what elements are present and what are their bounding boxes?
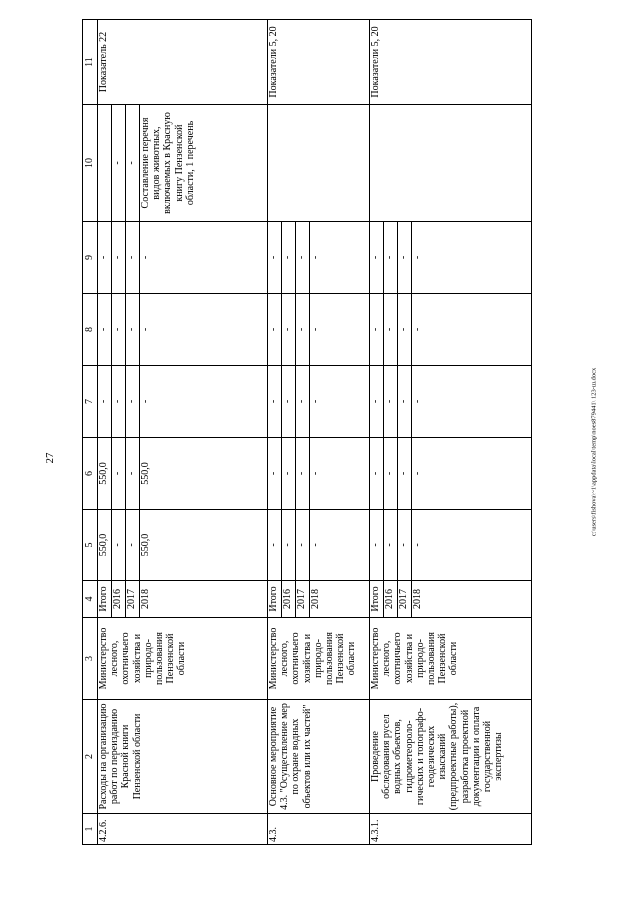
value-cell: - — [126, 438, 140, 510]
column-number-row — [83, 20, 98, 845]
value-cell: - — [370, 222, 384, 294]
value-cell: - — [370, 366, 384, 438]
item-executor: Министерство лесного, охотничьего хозяйства и природо-пользования Пензенской области — [268, 618, 370, 700]
year-cell: 2018 — [310, 581, 370, 618]
value-cell: - — [296, 438, 310, 510]
value-cell: - — [412, 222, 532, 294]
col-header: 1 — [83, 814, 98, 845]
value-cell: - — [98, 222, 112, 294]
value-cell: - — [310, 438, 370, 510]
value-cell: 550,0 — [140, 438, 268, 510]
value-cell: - — [398, 438, 412, 510]
year-cell: 2017 — [126, 581, 140, 618]
value-cell: - — [310, 294, 370, 366]
item-name: Расходы на организацию работ по переизданию Красной книги Пензенской области — [98, 700, 268, 814]
value-cell: - — [126, 222, 140, 294]
col-header: 5 — [83, 510, 98, 581]
page-number: 27 — [44, 452, 56, 464]
item-number: 4.3. — [268, 814, 370, 845]
value-cell: - — [370, 294, 384, 366]
item-name: Основное мероприятие 4.3. "Осуществление мер по охране водных объектов или их частей" — [268, 700, 370, 814]
col-header: 4 — [83, 581, 98, 618]
year-cell: Итого — [98, 581, 112, 618]
value-cell: - — [412, 510, 532, 581]
footer-file-path: c:\users\fishova\~1\appdata\local\temp\noes879441\ 123-ш.docx — [590, 367, 598, 537]
year-cell: 2018 — [412, 581, 532, 618]
indicator-cell: Показатели 5, 20 — [370, 20, 532, 105]
year-cell: 2017 — [296, 581, 310, 618]
value-cell: - — [310, 366, 370, 438]
col-header: 3 — [83, 618, 98, 700]
value-cell: - — [112, 294, 126, 366]
result-cell: Составление перечня видов животных, включаемых в Красную книгу Пензенской области, 1 перечень — [140, 105, 268, 222]
year-cell: 2018 — [140, 581, 268, 618]
value-cell: - — [98, 294, 112, 366]
value-cell: - — [412, 366, 532, 438]
value-cell: - — [296, 222, 310, 294]
value-cell: - — [398, 510, 412, 581]
result-cell — [98, 105, 112, 222]
value-cell: - — [384, 510, 398, 581]
value-cell: - — [140, 366, 268, 438]
year-cell: 2016 — [384, 581, 398, 618]
value-cell: - — [384, 438, 398, 510]
result-cell — [268, 105, 370, 222]
value-cell: - — [140, 294, 268, 366]
col-header: 11 — [83, 20, 98, 105]
value-cell: - — [126, 294, 140, 366]
value-cell: 550,0 — [98, 510, 112, 581]
value-cell: - — [384, 294, 398, 366]
item-number: 4.3.1. — [370, 814, 532, 845]
result-cell: - — [126, 105, 140, 222]
value-cell: - — [282, 510, 296, 581]
value-cell: - — [282, 222, 296, 294]
program-table — [82, 19, 532, 845]
col-header: 10 — [83, 105, 98, 222]
value-cell: - — [398, 222, 412, 294]
col-header: 7 — [83, 366, 98, 438]
value-cell: - — [412, 438, 532, 510]
value-cell: - — [296, 510, 310, 581]
col-header: 2 — [83, 700, 98, 814]
value-cell: - — [112, 438, 126, 510]
year-cell: 2016 — [112, 581, 126, 618]
rotated-page — [82, 20, 546, 845]
year-cell: 2016 — [282, 581, 296, 618]
value-cell: - — [268, 438, 282, 510]
indicator-cell: Показатель 22 — [98, 20, 268, 105]
value-cell: - — [282, 294, 296, 366]
table-row — [370, 20, 384, 845]
value-cell: 550,0 — [98, 438, 112, 510]
value-cell: - — [310, 222, 370, 294]
table-row — [268, 20, 282, 845]
value-cell: - — [268, 294, 282, 366]
table-row — [98, 20, 112, 845]
value-cell: - — [268, 222, 282, 294]
value-cell: - — [112, 222, 126, 294]
value-cell: - — [282, 366, 296, 438]
value-cell: - — [412, 294, 532, 366]
col-header: 8 — [83, 294, 98, 366]
value-cell: - — [98, 366, 112, 438]
col-header: 9 — [83, 222, 98, 294]
year-cell: 2017 — [398, 581, 412, 618]
item-name: Проведение обследования русел водных объектов, гидрометеороло-гических и топографо-геодезических изысканий (предпроектные работы), разработка проектной документации и оплата государственной экспертизы — [370, 700, 532, 814]
value-cell: - — [126, 510, 140, 581]
value-cell: - — [398, 366, 412, 438]
value-cell: - — [398, 294, 412, 366]
value-cell: - — [112, 510, 126, 581]
item-executor: Министерство лесного, охотничьего хозяйства и природо-пользования Пензенской области — [98, 618, 268, 700]
value-cell: - — [384, 366, 398, 438]
value-cell: - — [310, 510, 370, 581]
value-cell: - — [126, 366, 140, 438]
value-cell: - — [112, 366, 126, 438]
value-cell: - — [282, 438, 296, 510]
value-cell: - — [268, 366, 282, 438]
year-cell: Итого — [370, 581, 384, 618]
value-cell: - — [268, 510, 282, 581]
value-cell: - — [370, 510, 384, 581]
value-cell: - — [296, 366, 310, 438]
value-cell: - — [370, 438, 384, 510]
result-cell: - — [112, 105, 126, 222]
year-cell: Итого — [268, 581, 282, 618]
result-cell — [370, 105, 532, 222]
value-cell: - — [140, 222, 268, 294]
value-cell: - — [384, 222, 398, 294]
col-header: 6 — [83, 438, 98, 510]
item-number: 4.2.6. — [98, 814, 268, 845]
indicator-cell: Показатели 5, 20 — [268, 20, 370, 105]
value-cell: 550,0 — [140, 510, 268, 581]
value-cell: - — [296, 294, 310, 366]
item-executor: Министерство лесного, охотничьего хозяйства и природо-пользования Пензенской области — [370, 618, 532, 700]
